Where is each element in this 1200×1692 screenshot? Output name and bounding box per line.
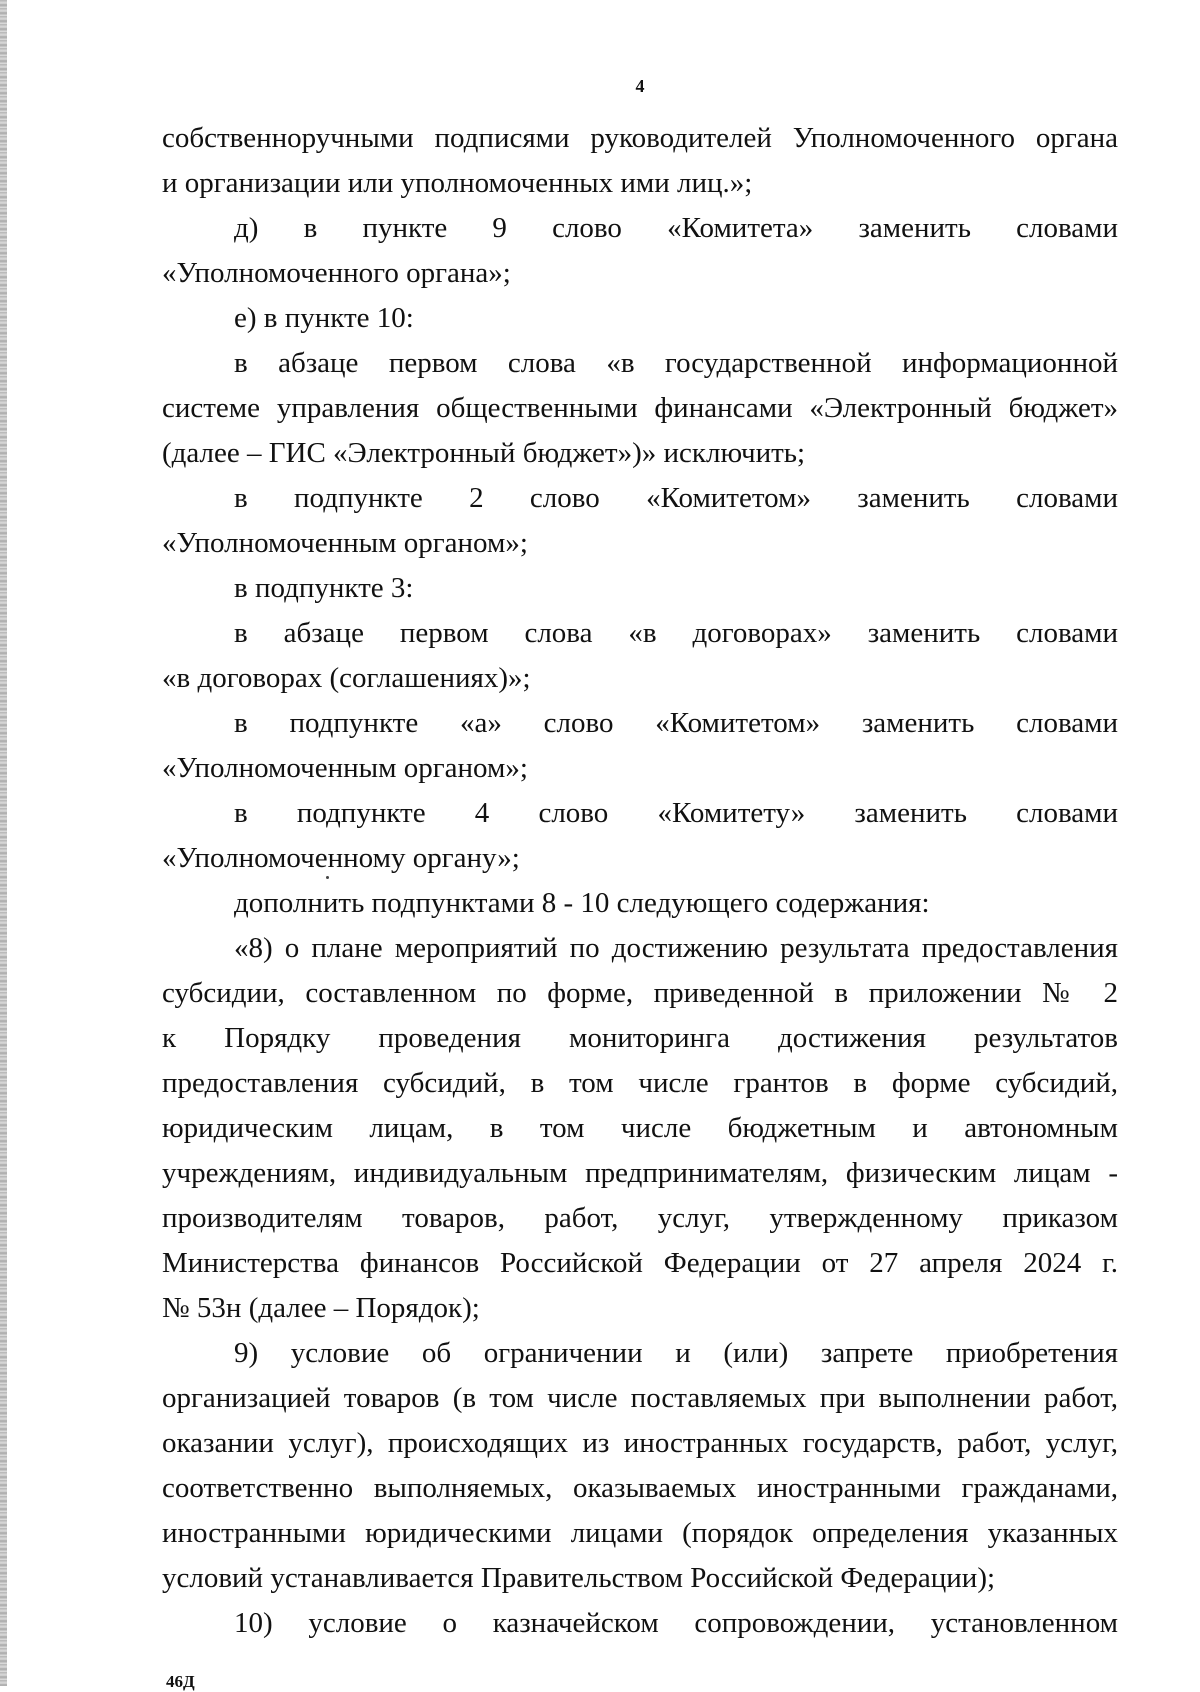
text-line: «Уполномоченным органом»; xyxy=(162,752,528,784)
footer-document-code: 46Д xyxy=(166,1672,195,1691)
text-line: № 53н (далее – Порядок); xyxy=(162,1292,480,1324)
text-line: «Уполномоченным органом»; xyxy=(162,527,528,559)
text-line: предоставления субсидий, в том числе грантов в форме субсидий, xyxy=(162,1067,1118,1099)
text-line: субсидии, составленном по форме, приведенной в приложении № 2 xyxy=(162,977,1118,1009)
paragraph-first-line: в подпункте «а» слово «Комитетом» заменить словами xyxy=(234,707,1118,739)
text-line: юридическим лицам, в том числе бюджетным и автономным xyxy=(162,1112,1118,1144)
paragraph-first-line: 9) условие об ограничении и (или) запрете приобретения xyxy=(234,1337,1118,1369)
paragraph-first-line: дополнить подпунктами 8 - 10 следующего содержания: xyxy=(234,887,930,919)
text-line: соответственно выполняемых, оказываемых иностранными гражданами, xyxy=(162,1472,1118,1504)
paragraph-first-line: 10) условие о казначейском сопровождении, установленном xyxy=(234,1607,1118,1639)
page-number: 4 xyxy=(635,76,645,96)
text-line: системе управления общественными финансами «Электронный бюджет» xyxy=(162,392,1118,424)
text-line: к Порядку проведения мониторинга достижения результатов xyxy=(162,1022,1118,1054)
paragraph-first-line: д) в пункте 9 слово «Комитета» заменить словами xyxy=(234,212,1118,244)
paragraph-first-line: в подпункте 2 слово «Комитетом» заменить словами xyxy=(234,482,1118,514)
text-line: иностранными юридическими лицами (порядок определения указанных xyxy=(162,1517,1118,1549)
paragraph-first-line: в абзаце первом слова «в государственной информационной xyxy=(234,347,1118,379)
document-body xyxy=(162,116,1118,1646)
text-line: учреждениям, индивидуальным предпринимателям, физическим лицам - xyxy=(162,1157,1118,1189)
text-line: оказании услуг), происходящих из иностранных государств, работ, услуг, xyxy=(162,1427,1118,1459)
paragraph-first-line: е) в пункте 10: xyxy=(234,302,414,334)
paragraph-first-line: в подпункте 3: xyxy=(234,572,414,604)
paragraph-first-line: в подпункте 4 слово «Комитету» заменить словами xyxy=(234,797,1118,829)
text-line: (далее – ГИС «Электронный бюджет»)» исключить; xyxy=(162,437,806,469)
scan-edge-artifact xyxy=(0,0,7,1686)
scan-speck xyxy=(326,876,329,879)
text-line: «в договорах (соглашениях)»; xyxy=(162,662,531,694)
text-line: Министерства финансов Российской Федерации от 27 апреля 2024 г. xyxy=(162,1247,1118,1279)
text-line: и организации или уполномоченных ими лиц.»; xyxy=(162,167,753,199)
text-line: «Уполномоченному органу»; xyxy=(162,842,520,874)
text-line: организацией товаров (в том числе поставляемых при выполнении работ, xyxy=(162,1382,1118,1414)
paragraph-first-line: в абзаце первом слова «в договорах» заменить словами xyxy=(234,617,1118,649)
text-line: собственноручными подписями руководителей Уполномоченного органа xyxy=(162,122,1118,154)
text-line: производителям товаров, работ, услуг, утвержденному приказом xyxy=(162,1202,1118,1234)
paragraph-first-line: «8) о плане мероприятий по достижению результата предоставления xyxy=(234,932,1118,964)
text-line: условий устанавливается Правительством Российской Федерации); xyxy=(162,1562,996,1594)
text-line: «Уполномоченного органа»; xyxy=(162,257,511,289)
